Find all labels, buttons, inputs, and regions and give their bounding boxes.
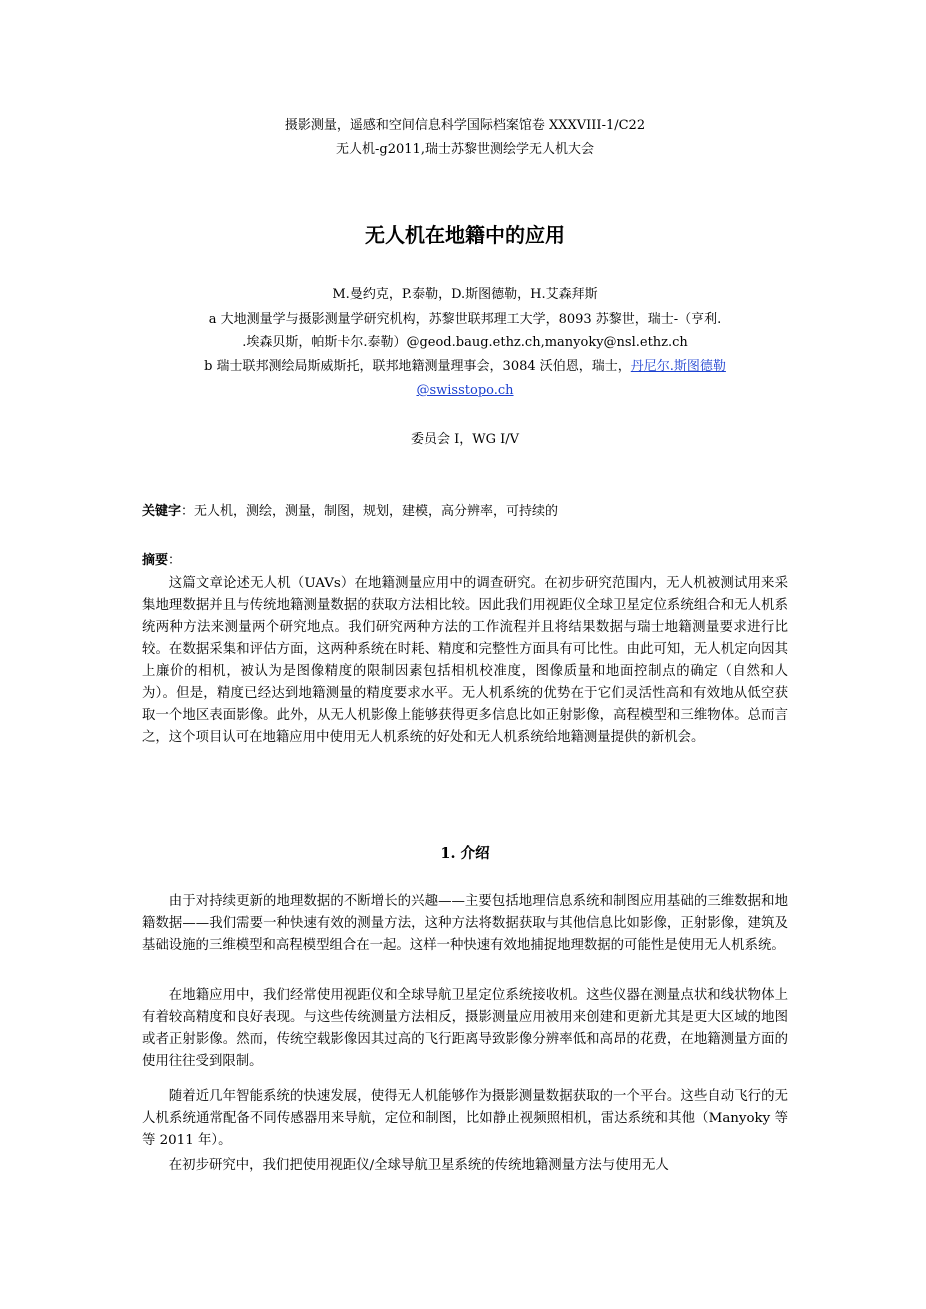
- affiliation-a-line-2: .埃森贝斯，帕斯卡尔.泰勒）@geod.baug.ethz.ch,manyoky@nsl.ethz.ch: [242, 335, 688, 350]
- affiliation-a-line-1: a 大地测量学与摄影测量学研究机构，苏黎世联邦理工大学，8093 苏黎世，瑞士-（亨利.: [208, 312, 722, 327]
- authors: M.曼约克，P.泰勒，D.斯图德勒，H.艾森拜斯: [332, 287, 598, 302]
- section-1-paragraph-2: 在地籍应用中，我们经常使用视距仪和全球导航卫星定位系统接收机。这些仪器在测量点状和线状物体上有着较高精度和良好表现。与这些传统测量方法相反，摄影测量应用被用来创建和更新尤其是更大区域的地图或者正射影像。然而，传统空载影像因其过高的飞行距离导致影像分辨率低和高昂的花费，在地籍测量方面的使用往往受到限制。: [142, 988, 788, 1069]
- section-1-paragraph-3: 随着近几年智能系统的快速发展，使得无人机能够作为摄影测量数据获取的一个平台。这些自动飞行的无人机系统通常配备不同传感器用来导航，定位和制图，比如静止视频照相机，雷达系统和其他（Manyoky 等等 2011 年）。: [142, 1089, 788, 1148]
- affiliation-b-line-1: [142, 356, 788, 378]
- keywords-text: ：无人机，测绘，测量，制图，规划，建模，高分辨率，可持续的: [181, 504, 559, 519]
- abstract-label: 摘要: [142, 553, 169, 568]
- email-link-part-2[interactable]: @swisstopo.ch: [416, 383, 514, 398]
- commission: 委员会 I，WG I/V: [410, 432, 520, 447]
- section-1-heading: 1. 介绍: [440, 845, 490, 862]
- affiliation-b-text: b 瑞士联邦测绘局斯威斯托，联邦地籍测量理事会，3084 沃伯恩，瑞士，: [204, 359, 631, 374]
- header-line-2: 无人机-g2011,瑞士苏黎世测绘学无人机大会: [336, 142, 594, 157]
- keywords: [142, 501, 788, 523]
- section-1-paragraph-1: 由于对持续更新的地理数据的不断增长的兴趣——主要包括地理信息系统和制图应用基础的三维数据和地籍数据——我们需要一种快速有效的测量方法，这种方法将数据获取与其他信息比如影像，正射影像，建筑及基础设施的三维模型和高程模型组合在一起。这样一种快速有效地捕捉地理数据的可能性是使用无人机系统。: [142, 894, 788, 953]
- section-1-paragraph-4: 在初步研究中，我们把使用视距仪/全球导航卫星系统的传统地籍测量方法与使用无人: [168, 1158, 669, 1173]
- abstract-heading: [142, 550, 788, 572]
- keywords-label: 关键字: [142, 504, 182, 519]
- affiliation-b-line-2: [142, 380, 788, 402]
- abstract-colon: ：: [168, 553, 182, 568]
- abstract-body: 这篇文章论述无人机（UAVs）在地籍测量应用中的调查研究。在初步研究范围内，无人机被测试用来采集地理数据并且与传统地籍测量数据的获取方法相比较。因此我们用视距仪全球卫星定位系统组合和无人机系统两种方法来测量两个研究地点。我们研究两种方法的工作流程并且将结果数据与瑞士地籍测量要求进行比较。在数据采集和评估方面，这两种系统在时耗、精度和完整性方面具有可比性。由此可知，无人机定向因其上廉价的相机，被认为是图像精度的限制因素包括相机校准度，图像质量和地面控制点的确定（自然和人为）。但是，精度已经达到地籍测量的精度要求水平。无人机系统的优势在于它们灵活性高和有效地从低空获取一个地区表面影像。此外，从无人机影像上能够获得更多信息比如正射影像，高程模型和三维物体。总而言之，这个项目认可在地籍应用中使用无人机系统的好处和无人机系统给地籍测量提供的新机会。: [142, 576, 788, 745]
- paper-title: 无人机在地籍中的应用: [365, 223, 565, 247]
- email-link-part-1[interactable]: 丹尼尔.斯图德勒: [630, 359, 726, 374]
- header-line-1: 摄影测量，遥感和空间信息科学国际档案馆卷 XXXVIII-1/C22: [284, 118, 646, 133]
